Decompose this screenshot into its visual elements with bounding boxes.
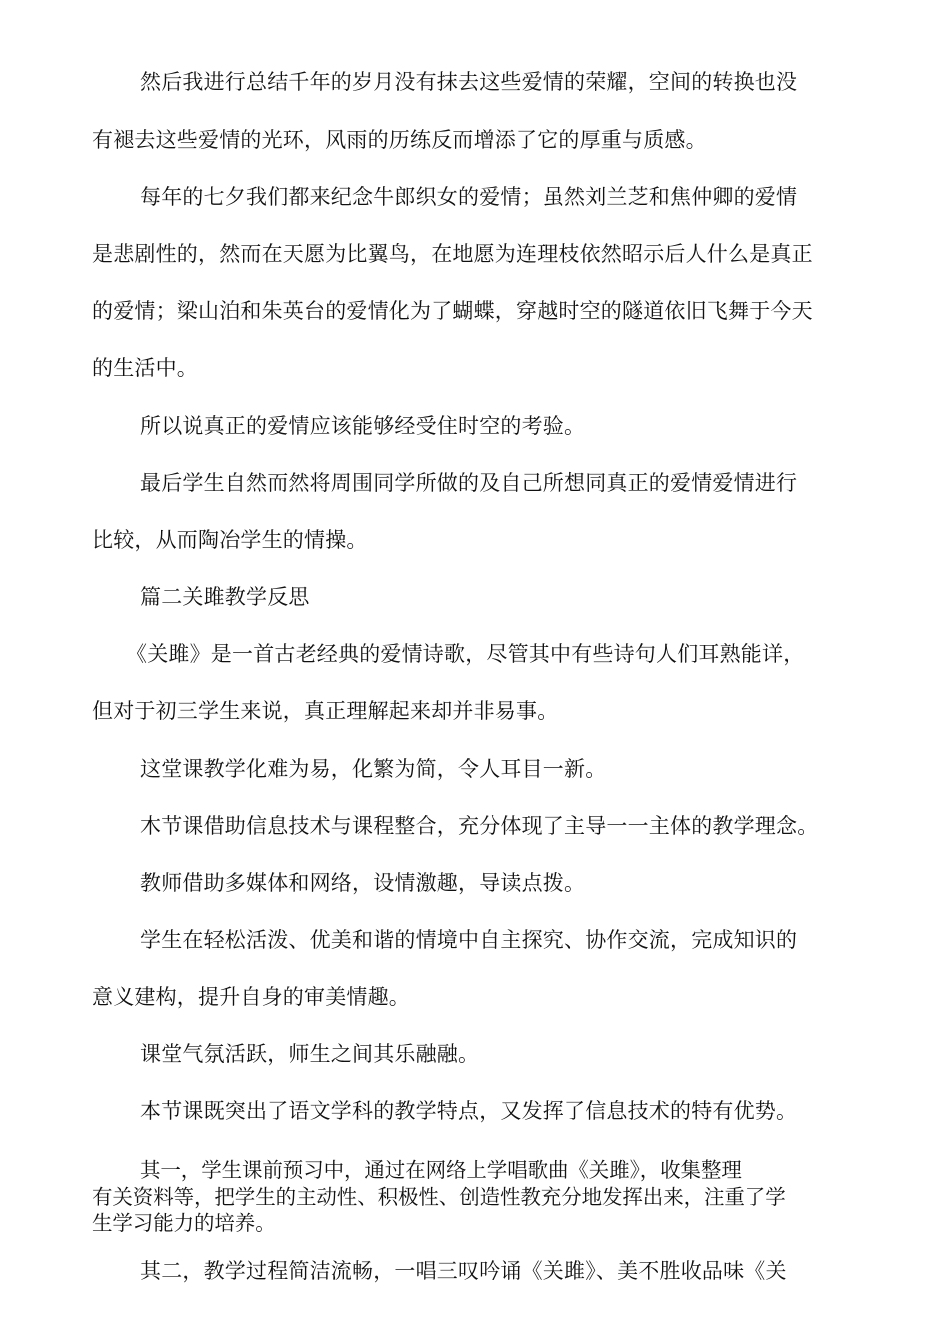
paragraph-line: 的爱情；梁山泊和朱英台的爱情化为了蝴蝶，穿越时空的隧道依旧飞舞于今天: [92, 299, 813, 323]
paragraph-line: 每年的七夕我们都来纪念牛郎织女的爱情；虽然刘兰芝和焦仲卿的爱情: [140, 185, 798, 209]
paragraph-line: 这堂课教学化难为易，化繁为简，令人耳目一新。: [140, 757, 607, 781]
paragraph-line: 的生活中。: [92, 356, 198, 380]
paragraph-line: 其二，教学过程简洁流畅，一唱三叹吟诵《关雎》、美不胜收品味《关: [140, 1259, 787, 1283]
paragraph-line: 教师借助多媒体和网络，设情激趣，导读点拨。: [140, 871, 586, 895]
section-heading: 篇二关雎教学反思: [140, 585, 310, 609]
paragraph-line: 意义建构，提升自身的审美情趣。: [92, 985, 410, 1009]
paragraph-line: 有关资料等，把学生的主动性、积极性、创造性教充分地发挥出来，注重了学: [92, 1185, 786, 1209]
paragraph-line: 本节课既突出了语文学科的教学特点，又发挥了信息技术的特有优势。: [140, 1099, 798, 1123]
paragraph-line: 但对于初三学生来说，真正理解起来却并非易事。: [92, 699, 559, 723]
paragraph-line: 比较，从而陶冶学生的情操。: [92, 528, 368, 552]
paragraph-line: 学生在轻松活泼、优美和谐的情境中自主探究、协作交流，完成知识的: [140, 928, 798, 952]
paragraph-line: 生学习能力的培养。: [92, 1211, 276, 1235]
paragraph-line: 课堂气氛活跃，师生之间其乐融融。: [140, 1042, 480, 1066]
paragraph-line: 最后学生自然而然将周围同学所做的及自己所想同真正的爱情爱情进行: [140, 471, 798, 495]
paragraph-line: 《关雎》是一首古老经典的爱情诗歌，尽管其中有些诗句人们耳熟能详，: [126, 642, 805, 666]
paragraph-line: 木节课借助信息技术与课程整合，充分体现了主导一一主体的教学理念。: [140, 814, 819, 838]
paragraph-line: 然后我进行总结千年的岁月没有抹去这些爱情的荣耀，空间的转换也没: [140, 70, 798, 94]
paragraph-line: 有褪去这些爱情的光环，风雨的历练反而增添了它的厚重与质感。: [92, 128, 707, 152]
paragraph-line: 其一，学生课前预习中，通过在网络上学唱歌曲《关雎》，收集整理: [140, 1158, 742, 1182]
paragraph-line: 是悲剧性的，然而在天愿为比翼鸟，在地愿为连理枝依然昭示后人什么是真正: [92, 242, 813, 266]
paragraph-line: 所以说真正的爱情应该能够经受住时空的考验。: [140, 414, 586, 438]
